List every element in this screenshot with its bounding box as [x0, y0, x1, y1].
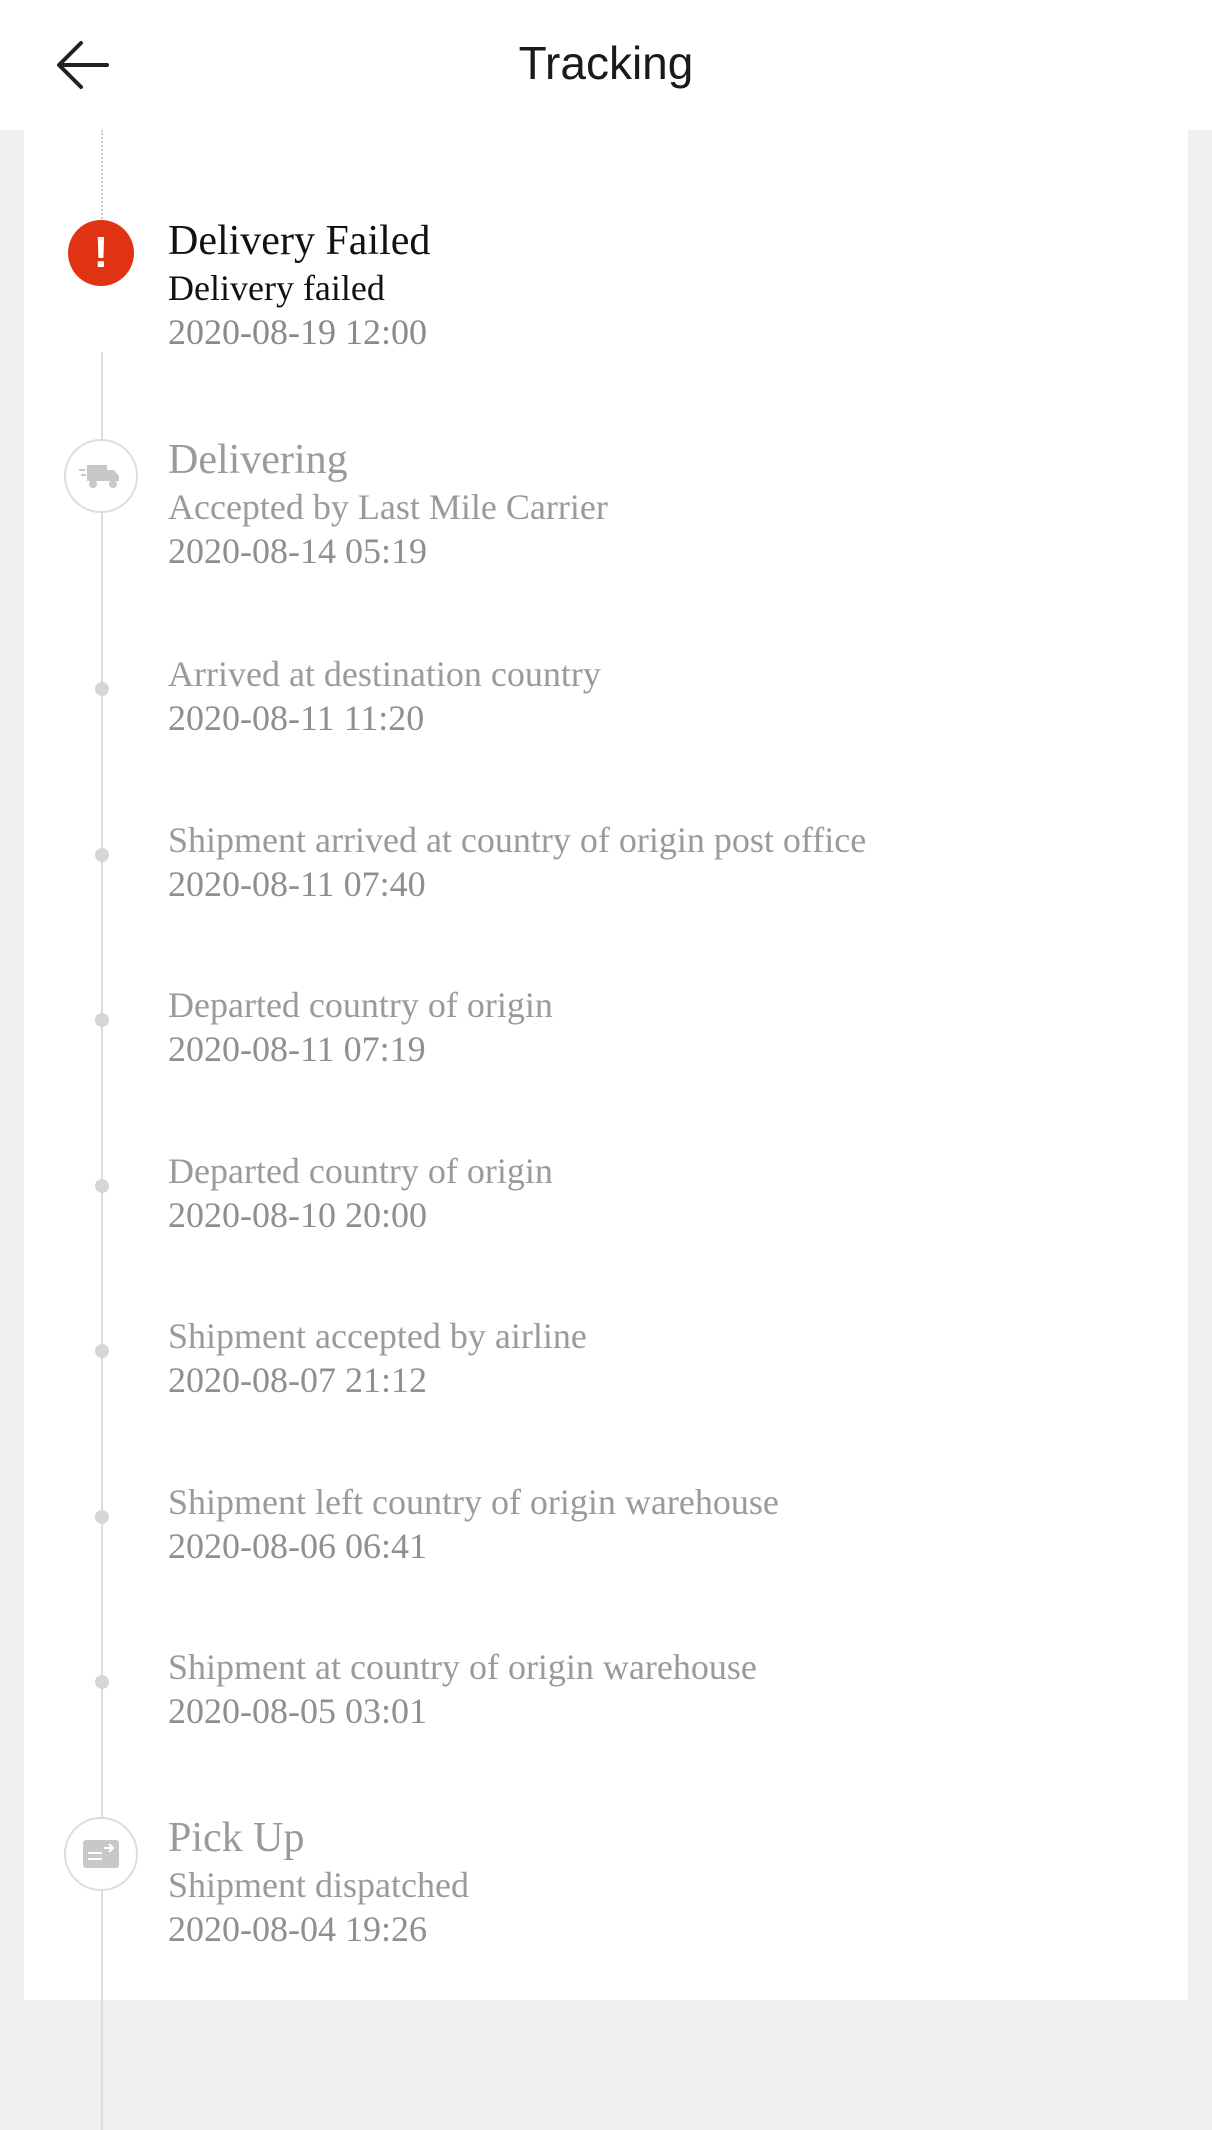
event-time: 2020-08-11 11:20 [168, 698, 425, 738]
event-time: 2020-08-07 21:12 [168, 1360, 427, 1400]
event-time: 2020-08-06 06:41 [168, 1526, 427, 1566]
event-time: 2020-08-11 07:19 [168, 1029, 426, 1069]
timeline-dot [95, 1344, 109, 1358]
event-description: Shipment at country of origin warehouse [168, 1647, 757, 1687]
event-description: Accepted by Last Mile Carrier [168, 487, 608, 527]
event-title: Pick Up [168, 1815, 305, 1861]
event-description: Shipment accepted by airline [168, 1316, 587, 1356]
timeline-connector-top [101, 130, 103, 222]
event-description: Departed country of origin [168, 1151, 553, 1191]
event-time: 2020-08-04 19:26 [168, 1909, 427, 1949]
page-title: Tracking [518, 37, 694, 89]
timeline-dot [95, 682, 109, 696]
event-description: Shipment left country of origin warehouse [168, 1482, 779, 1522]
package-icon [64, 1817, 138, 1891]
tracking-timeline [24, 130, 1188, 2000]
event-time: 2020-08-05 03:01 [168, 1691, 427, 1731]
event-time: 2020-08-14 05:19 [168, 531, 427, 571]
timeline-dot [95, 1510, 109, 1524]
timeline-dot [95, 848, 109, 862]
event-title: Delivering [168, 437, 348, 483]
event-description: Departed country of origin [168, 985, 553, 1025]
event-time: 2020-08-11 07:40 [168, 864, 426, 904]
event-description: Delivery failed [168, 268, 385, 308]
event-description: Shipment arrived at country of origin post office [168, 820, 867, 860]
header-bar [0, 0, 1212, 130]
event-time: 2020-08-10 20:00 [168, 1195, 427, 1235]
alert-icon: ! [68, 220, 134, 286]
event-time: 2020-08-19 12:00 [168, 312, 427, 352]
timeline-dot [95, 1179, 109, 1193]
event-description: Shipment dispatched [168, 1865, 469, 1905]
event-description: Arrived at destination country [168, 654, 601, 694]
event-title: Delivery Failed [168, 218, 431, 264]
timeline-dot [95, 1675, 109, 1689]
truck-icon [64, 439, 138, 513]
timeline-dot [95, 1013, 109, 1027]
